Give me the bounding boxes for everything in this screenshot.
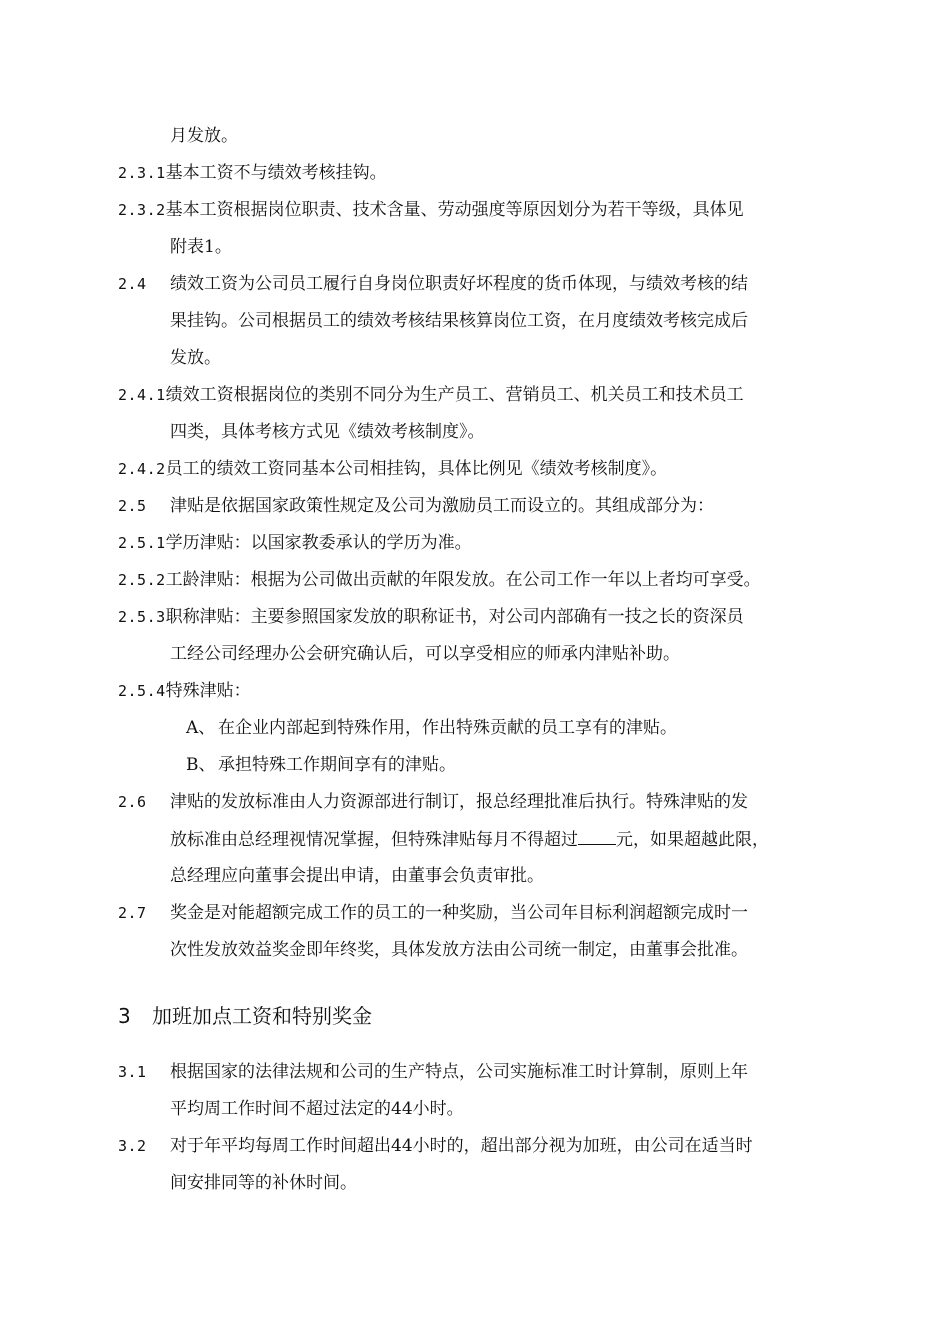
clause-text: 绩效工资为公司员工履行自身岗位职责好坏程度的货币体现，与绩效考核的结: [170, 274, 748, 294]
section-title: 加班加点工资和特别奖金: [152, 1004, 372, 1028]
clause-2-5: [118, 495, 850, 517]
sub-item-text: 在企业内部起到特殊作用，作出特殊贡献的员工享有的津贴。: [218, 718, 677, 738]
clause-2-5-4: [118, 680, 850, 702]
clause-number: 2.3.1: [118, 164, 166, 182]
clause-number: 2.4.1: [118, 386, 166, 404]
clause-number: 2.7: [118, 904, 147, 922]
paragraph-line: 平均周工作时间不超过法定的44小时。: [170, 1099, 464, 1119]
clause-text: 对于年平均每周工作时间超出44小时的，超出部分视为加班，由公司在适当时: [170, 1136, 753, 1156]
clause-2-4-1: [118, 384, 850, 406]
clause-number: 2.4: [118, 275, 147, 293]
clause-text: 特殊津贴：: [165, 681, 251, 701]
clause-2-6: [118, 791, 850, 813]
paragraph-line: 间安排同等的补休时间。: [170, 1173, 357, 1193]
clause-text: 职称津贴：主要参照国家发放的职称证书，对公司内部确有一技之长的资深员: [165, 607, 744, 627]
clause-2-4-2: [118, 458, 850, 480]
clause-2-5-3: [118, 606, 850, 628]
clause-2-5-2: [118, 569, 850, 591]
clause-number: 2.5: [118, 497, 147, 515]
clause-text: 奖金是对能超额完成工作的员工的一种奖励，当公司年目标利润超额完成时一: [170, 903, 748, 923]
clause-text: 员工的绩效工资同基本公司相挂钩，具体比例见《绩效考核制度》。: [165, 459, 668, 479]
clause-number: 2.3.2: [118, 201, 166, 219]
paragraph-line: 四类，具体考核方式见《绩效考核制度》。: [170, 422, 485, 442]
clause-number: 2.5.2: [118, 571, 166, 589]
clause-3-2: [118, 1135, 850, 1157]
paragraph-line: 月发放。: [170, 126, 238, 146]
clause-text: 工龄津贴：根据为公司做出贡献的年限发放。在公司工作一年以上者均可享受。: [165, 570, 761, 590]
sub-item-text: 承担特殊工作期间享有的津贴。: [218, 755, 456, 775]
clause-number: 3.1: [118, 1063, 147, 1081]
paragraph-line: 次性发放效益奖金即年终奖，具体发放方法由公司统一制定，由董事会批准。: [170, 940, 748, 960]
paragraph-line: 总经理应向董事会提出申请，由董事会负责审批。: [170, 866, 544, 886]
text-after-blank: 元，如果超越此限，: [616, 830, 769, 850]
clause-text: 学历津贴：以国家教委承认的学历为准。: [165, 533, 472, 553]
paragraph-line: 发放。: [170, 348, 221, 368]
clause-number: 2.5.1: [118, 534, 166, 552]
sub-item-b: [186, 754, 456, 776]
text-before-blank: 放标准由总经理视情况掌握，但特殊津贴每月不得超过: [170, 830, 578, 850]
fill-in-blank: [578, 828, 616, 845]
sub-item-label: A、: [186, 718, 216, 738]
section-heading-3: [118, 1003, 372, 1029]
clause-2-3-2: [118, 199, 850, 221]
clause-text: 基本工资不与绩效考核挂钩。: [165, 163, 387, 183]
clause-number: 2.5.3: [118, 608, 166, 626]
paragraph-line: [170, 828, 769, 851]
paragraph-line: 工经公司经理办公会研究确认后，可以享受相应的师承内津贴补助。: [170, 644, 680, 664]
clause-2-3-1: [118, 162, 850, 184]
sub-item-a: [186, 717, 677, 739]
paragraph-line: 附表1。: [170, 237, 232, 257]
sub-item-label: B、: [186, 755, 216, 775]
clause-3-1: [118, 1061, 850, 1083]
clause-text: 根据国家的法律法规和公司的生产特点，公司实施标准工时计算制，原则上年: [170, 1062, 748, 1082]
clause-2-4: [118, 273, 850, 295]
clause-text: 基本工资根据岗位职责、技术含量、劳动强度等原因划分为若干等级，具体见: [165, 200, 744, 220]
section-number: 3: [118, 1004, 131, 1028]
clause-number: 2.4.2: [118, 460, 166, 478]
clause-number: 3.2: [118, 1137, 147, 1155]
clause-2-5-1: [118, 532, 850, 554]
clause-text: 津贴的发放标准由人力资源部进行制订，报总经理批准后执行。特殊津贴的发: [170, 792, 748, 812]
clause-2-7: [118, 902, 850, 924]
clause-number: 2.5.4: [118, 682, 166, 700]
clause-number: 2.6: [118, 793, 147, 811]
clause-text: 绩效工资根据岗位的类别不同分为生产员工、营销员工、机关员工和技术员工: [165, 385, 744, 405]
clause-text: 津贴是依据国家政策性规定及公司为激励员工而设立的。其组成部分为：: [170, 496, 714, 516]
paragraph-line: 果挂钩。公司根据员工的绩效考核结果核算岗位工资，在月度绩效考核完成后: [170, 311, 748, 331]
